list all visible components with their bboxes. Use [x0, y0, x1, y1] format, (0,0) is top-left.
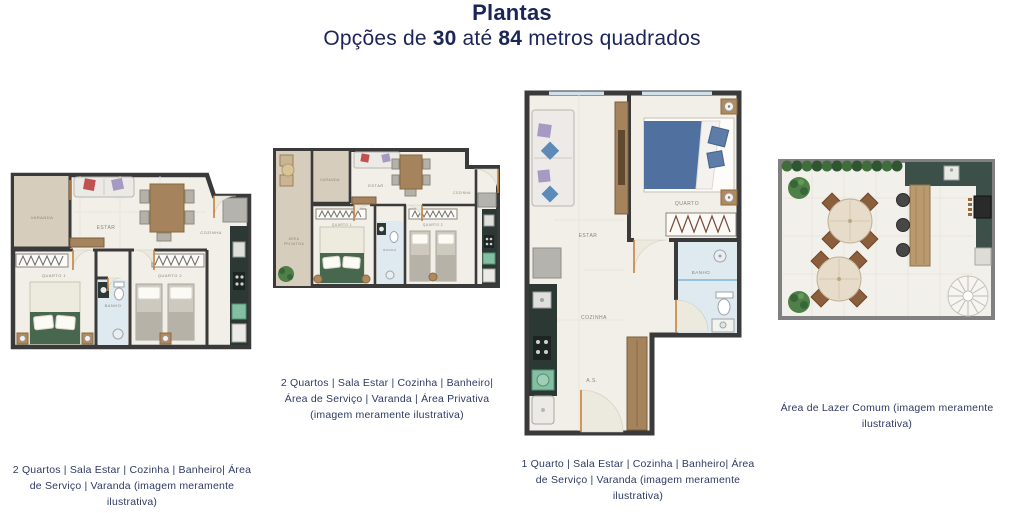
section-header	[0, 0, 1024, 52]
spiral-staircase	[948, 276, 988, 316]
bar-stools	[897, 194, 910, 257]
room-label-quarto2: QUARTO 2	[422, 223, 444, 227]
dining-set	[822, 193, 878, 249]
page-subtitle	[0, 26, 1024, 52]
floor-plan-1-bedroom-drawing	[524, 90, 742, 436]
subtitle-middle: até	[456, 27, 499, 50]
room-label-area-privativa-2: PRIVATIVA	[283, 242, 305, 246]
floor-plan-leisure-area-drawing	[777, 158, 996, 321]
floor-plan-caption-leisure-area: Área de Lazer Comum (imagem meramente ilustrativa)	[780, 402, 994, 430]
wardrobe	[409, 209, 457, 219]
room-label-quarto2: QUARTO 2	[157, 273, 183, 278]
subtitle-min-m2: 30	[432, 27, 457, 50]
double-bed	[314, 227, 370, 283]
floor-plan-2-bedrooms-drawing	[10, 170, 252, 350]
room-label-cozinha: COZINHA	[581, 315, 607, 321]
room-label-varanda: VARANDA	[320, 178, 340, 182]
floor-plan-leisure-area	[777, 158, 996, 321]
subtitle-prefix: Opções de	[323, 27, 433, 50]
floor-plan-2-bedrooms	[10, 170, 252, 350]
bar-table	[910, 185, 930, 266]
sideboard	[352, 197, 376, 204]
wardrobe	[316, 209, 366, 219]
page-title: Plantas	[472, 0, 552, 25]
potted-plant	[788, 291, 810, 313]
sideboard	[70, 238, 104, 247]
room-label-cozinha: COZINHA	[200, 230, 222, 235]
subtitle-max-m2: 84	[498, 27, 523, 50]
sofa	[532, 110, 574, 206]
faucet	[950, 168, 953, 171]
potted-plant	[788, 177, 810, 199]
room-label-banho: BANHO	[383, 248, 397, 252]
room-label-area-servico: A.S.	[586, 378, 598, 384]
tall-cabinet	[615, 102, 628, 214]
floor-plan-caption-1-bedroom: 1 Quarto | Sala Estar | Cozinha | Banheiro| Área de Serviço | Varanda (imagem meramente ilustrativa)	[521, 458, 755, 502]
room-label-banho: BANHO	[104, 303, 122, 308]
balcony-floor	[14, 176, 70, 248]
sofa	[74, 177, 134, 197]
counter	[975, 248, 991, 265]
room-label-cozinha: COZINHA	[453, 191, 471, 195]
room-label-estar: ESTAR	[368, 183, 384, 188]
window	[549, 92, 604, 96]
wardrobe	[666, 213, 736, 236]
service-cabinet	[627, 337, 647, 430]
room-label-estar: ESTAR	[578, 233, 598, 239]
window	[642, 92, 712, 96]
floor-plan-caption-2-bedrooms-private-area: 2 Quartos | Sala Estar | Cozinha | Banheiro| Área de Serviço | Varanda | Área Privativa (imagem meramente ilustrativa)	[280, 377, 494, 421]
room-label-quarto: QUARTO	[674, 201, 700, 207]
floor-plan-2-bedrooms-private-area-drawing	[272, 147, 501, 289]
subtitle-suffix: metros quadrados	[522, 27, 701, 50]
floor-plan-2-bedrooms-private-area	[272, 147, 501, 289]
room-label-quarto1: QUARTO 1	[331, 223, 353, 227]
room-label-varanda: VARANDA	[30, 215, 54, 220]
room-label-banho: BANHO	[691, 270, 711, 275]
sink	[944, 166, 959, 180]
room-label-area-privativa-1: ÁREA	[288, 237, 300, 241]
dining-set	[811, 251, 867, 307]
double-bed	[644, 118, 734, 192]
floor-plan-1-bedroom	[524, 90, 742, 436]
room-label-quarto1: QUARTO 1	[41, 273, 67, 278]
wardrobe	[152, 254, 204, 267]
room-label-estar: ESTAR	[96, 225, 116, 231]
balcony-floor	[312, 151, 350, 203]
floor-plan-caption-2-bedrooms: 2 Quartos | Sala Estar | Cozinha | Banheiro| Área de Serviço | Varanda (imagem meramente ilustrativa)	[12, 464, 252, 508]
wardrobe	[16, 254, 68, 267]
